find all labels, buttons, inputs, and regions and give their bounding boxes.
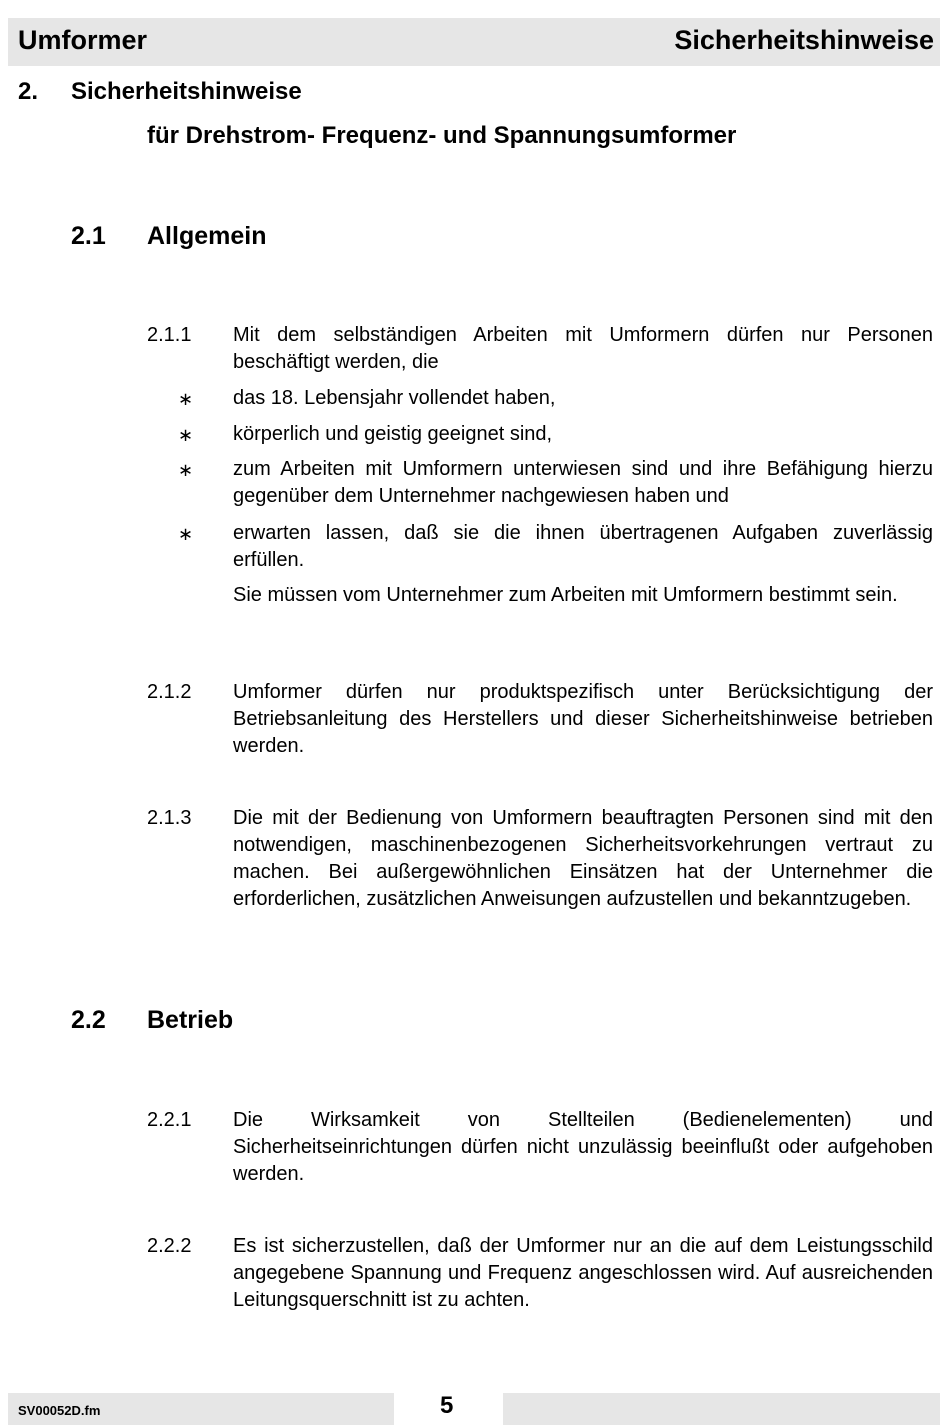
bullet-icon: ∗: [178, 524, 194, 544]
section-number: 2.2: [71, 1006, 106, 1034]
chapter-number: 2.: [18, 78, 39, 105]
bullet-text: körperlich und geistig geeignet sind,: [233, 423, 553, 445]
item-text: Die Wirksamkeit von Stellteilen (Bedienelementen) und Sicherheitseinrichtungen dürfen nicht unzulässig beeinflußt oder aufgehoben werden.: [233, 1109, 933, 1185]
item-note: Sie müssen vom Unternehmer zum Arbeiten mit Umformern bestimmt sein.: [233, 584, 898, 606]
item-number: 2.1.2: [147, 681, 192, 703]
item-text: Mit dem selbständigen Arbeiten mit Umformern dürfen nur Personen beschäftigt werden, die: [233, 324, 933, 373]
section-title: Betrieb: [147, 1006, 234, 1034]
bullet-icon: ∗: [178, 389, 194, 409]
item-number: 2.1.1: [147, 324, 192, 346]
item-number: 2.1.3: [147, 807, 192, 829]
header-section: Sicherheitshinweise: [674, 25, 934, 55]
bullet-text: erwarten lassen, daß sie die ihnen übertragenen Aufgaben zuverlässig erfüllen.: [233, 522, 933, 571]
bullet-icon: ∗: [178, 425, 194, 445]
bullet-text: zum Arbeiten mit Umformern unterwiesen sind und ihre Befähigung hierzu gegenüber dem Unternehmer nachgewiesen haben und: [233, 458, 933, 507]
page-number: 5: [440, 1392, 454, 1419]
bullet-text: das 18. Lebensjahr vollendet haben,: [233, 387, 556, 409]
footer-bar-right: [503, 1393, 940, 1425]
item-number: 2.2.1: [147, 1109, 192, 1131]
section-number: 2.1: [71, 222, 106, 250]
footer-filename: SV00052D.fm: [18, 1403, 101, 1418]
section-title: Allgemein: [147, 222, 267, 250]
header-title: Umformer: [18, 25, 148, 55]
chapter-title: Sicherheitshinweise: [71, 78, 302, 105]
bullet-icon: ∗: [178, 460, 194, 480]
item-text: Die mit der Bedienung von Umformern beauftragten Personen sind mit den notwendigen, maschinenbezogenen Sicherheitsvorkehrungen vertraut zu machen. Bei außergewöhnlichen Einsätzen hat der Unternehmer die erforderlichen, zusätzlichen Anweisungen aufzustellen und bekanntzugeben.: [233, 807, 933, 910]
item-number: 2.2.2: [147, 1235, 192, 1257]
item-text: Es ist sicherzustellen, daß der Umformer nur an die auf dem Leistungsschild angegebene Spannung und Frequenz angeschlossen wird. Auf ausreichenden Leitungsquerschnitt ist zu achten.: [233, 1235, 933, 1311]
item-text: Umformer dürfen nur produktspezifisch unter Berücksichtigung der Betriebsanleitung des Herstellers und dieser Sicherheitshinweise betrieben werden.: [233, 681, 933, 757]
chapter-subtitle: für Drehstrom- Frequenz- und Spannungsumformer: [147, 122, 737, 149]
